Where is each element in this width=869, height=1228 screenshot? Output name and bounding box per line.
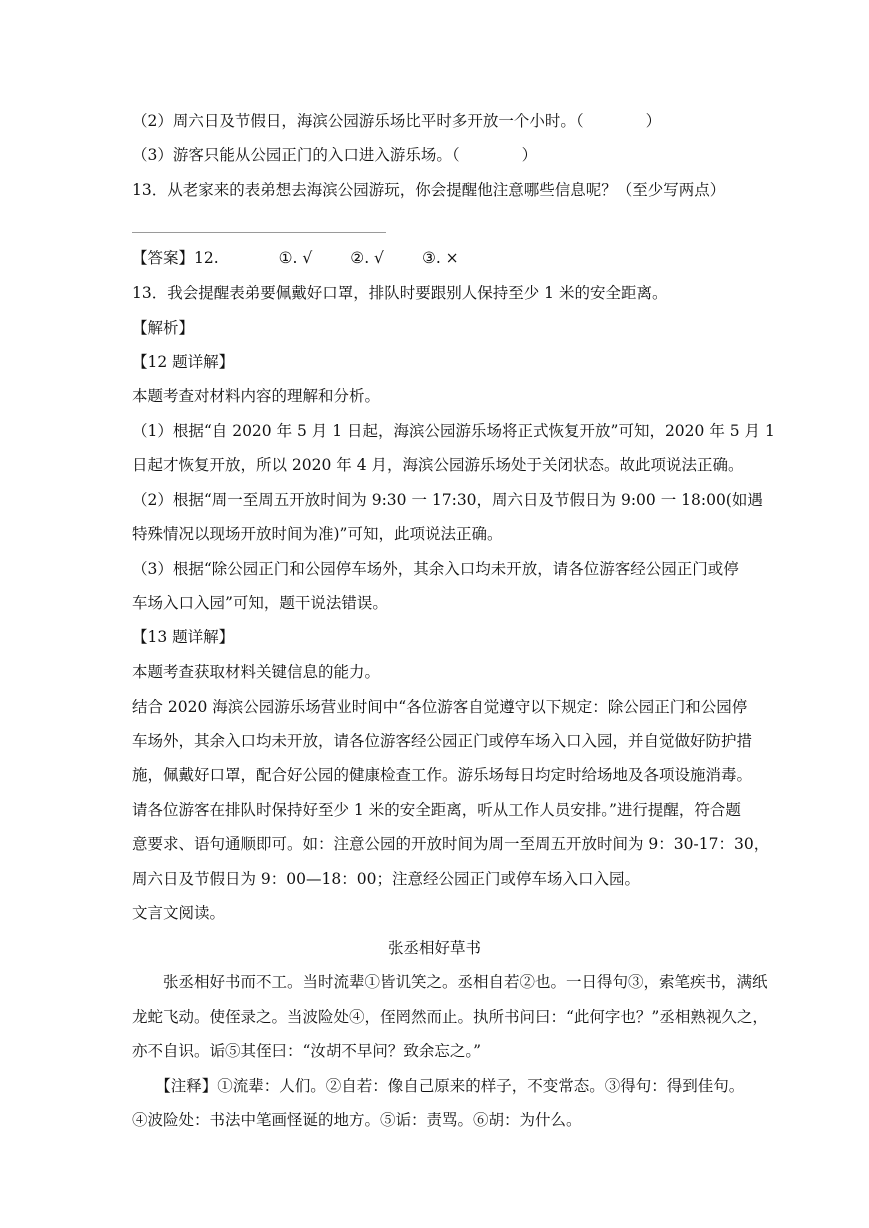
q12-explanation-2a: （2）根据“周一至周五开放时间为 9:30 一 17:30，周六日及节假日为 9:00 一 18:00(如遇 — [132, 491, 763, 509]
q12-intro: 本题考查对材料内容的理解和分析。 — [132, 387, 381, 405]
notes-1: 【注释】①流辈：人们。②自若：像自己原来的样子，不变常态。③得句：得到佳句。 — [132, 1077, 745, 1095]
q12-explanation-3a: （3）根据“除公园正门和公园停车场外，其余入口均未开放，请各位游客经公园正门或停 — [132, 560, 739, 578]
answer-item-1: ①. √ — [278, 249, 313, 267]
question-12-item-2: （2）周六日及节假日，海滨公园游乐场比平时多开放一个小时。（ ） — [132, 112, 662, 130]
q12-explanation-2b: 特殊情况以现场开放时间为准)”可知，此项说法正确。 — [132, 525, 503, 543]
answer-blank-line — [132, 232, 386, 233]
answer-line — [132, 248, 459, 268]
q13-explanation-4: 请各位游客在排队时保持好至少 1 米的安全距离，听从工作人员安排。”进行提醒，符合题 — [132, 801, 741, 819]
q13-intro: 本题考查获取材料关键信息的能力。 — [132, 663, 381, 681]
q13-detail-label: 【13 题详解】 — [132, 628, 235, 646]
q13-explanation-1: 结合 2020 海滨公园游乐场营业时间中“各位游客自觉遵守以下规定：除公园正门和公园停 — [132, 698, 748, 716]
classical-reading-label: 文言文阅读。 — [132, 904, 226, 922]
q13-explanation-2: 车场外，其余入口均未开放，请各位游客经公园正门或停车场入口入园，并自觉做好防护措 — [132, 732, 753, 750]
notes-2: ④波险处：书法中笔画怪诞的地方。⑤诟：责骂。⑥胡：为什么。 — [132, 1111, 582, 1129]
analysis-label: 【解析】 — [132, 319, 195, 337]
q12-explanation-1a: （1）根据“自 2020 年 5 月 1 日起，海滨公园游乐场将正式恢复开放”可知，2020 年 5 月 1 — [132, 422, 775, 440]
q12-explanation-1b: 日起才恢复开放，所以 2020 年 4 月，海滨公园游乐场处于关闭状态。故此项说法正确。 — [132, 456, 744, 474]
q13-explanation-3: 施，佩戴好口罩，配合好公园的健康检查工作。游乐场每日均定时给场地及各项设施消毒。 — [132, 766, 753, 784]
answer-13: 13．我会提醒表弟要佩戴好口罩，排队时要跟别人保持至少 1 米的安全距离。 — [132, 284, 668, 302]
q13-explanation-5: 意要求、语句通顺即可。如：注意公园的开放时间为周一至周五开放时间为 9：30-17：30， — [132, 835, 770, 853]
answer-label: 【答案】12. — [132, 249, 219, 267]
question-13: 13．从老家来的表弟想去海滨公园游玩，你会提醒他注意哪些信息呢？（至少写两点） — [132, 181, 726, 199]
answer-item-3: ③. × — [421, 249, 459, 267]
classical-title: 张丞相好草书 — [387, 939, 481, 957]
classical-text-3: 亦不自识。诟⑤其侄曰：“汝胡不早问？致余忘之。” — [132, 1042, 482, 1060]
answer-item-2: ②. √ — [350, 249, 384, 267]
q13-explanation-6: 周六日及节假日为 9：00—18：00；注意经公园正门或停车场入口入园。 — [132, 870, 640, 888]
classical-text-2: 龙蛇飞动。使侄录之。当波险处④，侄罔然而止。执所书问曰：“此何字也？”丞相熟视久之， — [132, 1008, 768, 1026]
q12-explanation-3b: 车场入口入园”可知，题干说法错误。 — [132, 594, 388, 612]
classical-text-1: 张丞相好书而不工。当时流辈①皆讥笑之。丞相自若②也。一日得句③，索笔疾书，满纸 — [132, 973, 768, 991]
q12-detail-label: 【12 题详解】 — [132, 353, 235, 371]
question-12-item-3: （3）游客只能从公园正门的入口进入游乐场。（ ） — [132, 146, 538, 164]
